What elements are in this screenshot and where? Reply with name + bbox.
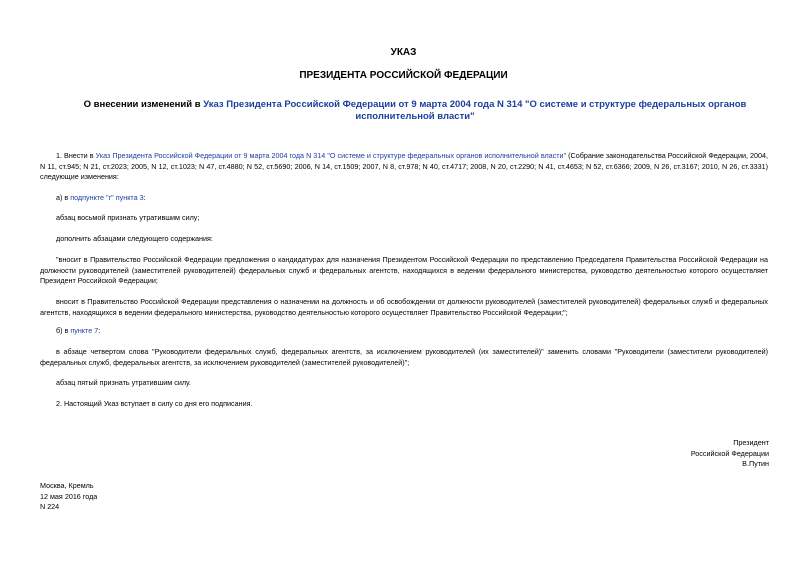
place-city: Москва, Кремль <box>40 481 94 490</box>
subpoint-b-line-2: абзац пятый признать утратившим силу. <box>56 378 191 387</box>
signature-line-1: Президент <box>733 438 769 447</box>
b-link[interactable]: пункте 7 <box>70 326 99 335</box>
subpoint-a-line-2: дополнить абзацами следующего содержания: <box>56 234 213 243</box>
president-heading: ПРЕЗИДЕНТА РОССИЙСКОЙ ФЕДЕРАЦИИ <box>299 70 508 81</box>
p1-suffix: (Собрание законодательства Российской Федерации, 2004, N 11, ст.945; N 21, ст.2023; 2005, N 12, ст.1023; N 47, ст.4880; N 52, ст.5690; 2006, N 14, ст.1509; 2007, N 8, ст.978; N 40, ст.4717; 2008, N 20, ст.2290; N 41, ст.4653; N 52, ст.6366; 2009, N 26, ст.3167; 2010, N 26, ст.3331) следующие изменения: <box>40 151 768 181</box>
subpoint-b <box>56 326 100 337</box>
a-link[interactable]: подпункте "г" пункта 3 <box>70 193 144 202</box>
title-prefix: О внесении изменений в <box>83 99 204 110</box>
a-suffix: : <box>143 193 146 202</box>
decree-heading: УКАЗ <box>390 47 417 58</box>
subpoint-a-line-4: вносит в Правительство Российской Федерации представления о назначении на должность и об освобождении от должности руководителей (заместителей руководителей) федеральных служб и федеральных агентств, находящихся в ведении федерального министерства, руководство деятельностью которого осуществляет Правительство Российской Федерации;"; <box>40 297 768 317</box>
place-date: 12 мая 2016 года <box>40 491 98 501</box>
paragraph-2: 2. Настоящий Указ вступает в силу со дня его подписания. <box>56 399 253 408</box>
place-date-block <box>40 481 97 513</box>
b-prefix: б) в <box>56 326 71 335</box>
subpoint-a <box>56 193 146 204</box>
subpoint-a-line-1: абзац восьмой признать утратившим силу; <box>56 213 200 222</box>
subpoint-a-line-3: "вносит в Правительство Российской Федерации предложения о кандидатурах для назначения Президентом Российской Федерации по представлению Председателя Правительства Российской Федерации на должности руководителей (заместителей руководителей) федеральных служб и федеральных агентств, находящихся в ведении федерального министерства, руководство деятельностью которого осуществляет Президент Российской Федерации; <box>40 255 768 285</box>
signature-line-3: В.Путин <box>742 459 769 468</box>
place-number: N 224 <box>40 502 60 511</box>
document-title <box>70 99 760 123</box>
subpoint-b-line-1: в абзаце четвертом слова "Руководители федеральных служб, федеральных агентств, за исключением руководителей (их заместителей)" заменить словами "Руководители (заместители руководителей) федеральных служб, федеральных агентств, за исключением руководителей (заместителей руководителей)"; <box>40 347 768 367</box>
title-decree-link[interactable]: Указ Президента Российской Федерации от 9 марта 2004 года N 314 "О системе и структуре федеральных органов исполнительной власти" <box>203 99 747 122</box>
signature-block <box>691 438 769 470</box>
paragraph-1 <box>40 151 768 183</box>
b-suffix: : <box>98 326 101 335</box>
a-prefix: а) в <box>56 193 71 202</box>
signature-line-2: Российской Федерации <box>690 448 769 458</box>
p1-decree-link[interactable]: Указ Президента Российской Федерации от 9 марта 2004 года N 314 "О системе и структуре федеральных органов исполнительной власти" <box>95 151 567 160</box>
p1-prefix: 1. Внести в <box>56 151 96 160</box>
